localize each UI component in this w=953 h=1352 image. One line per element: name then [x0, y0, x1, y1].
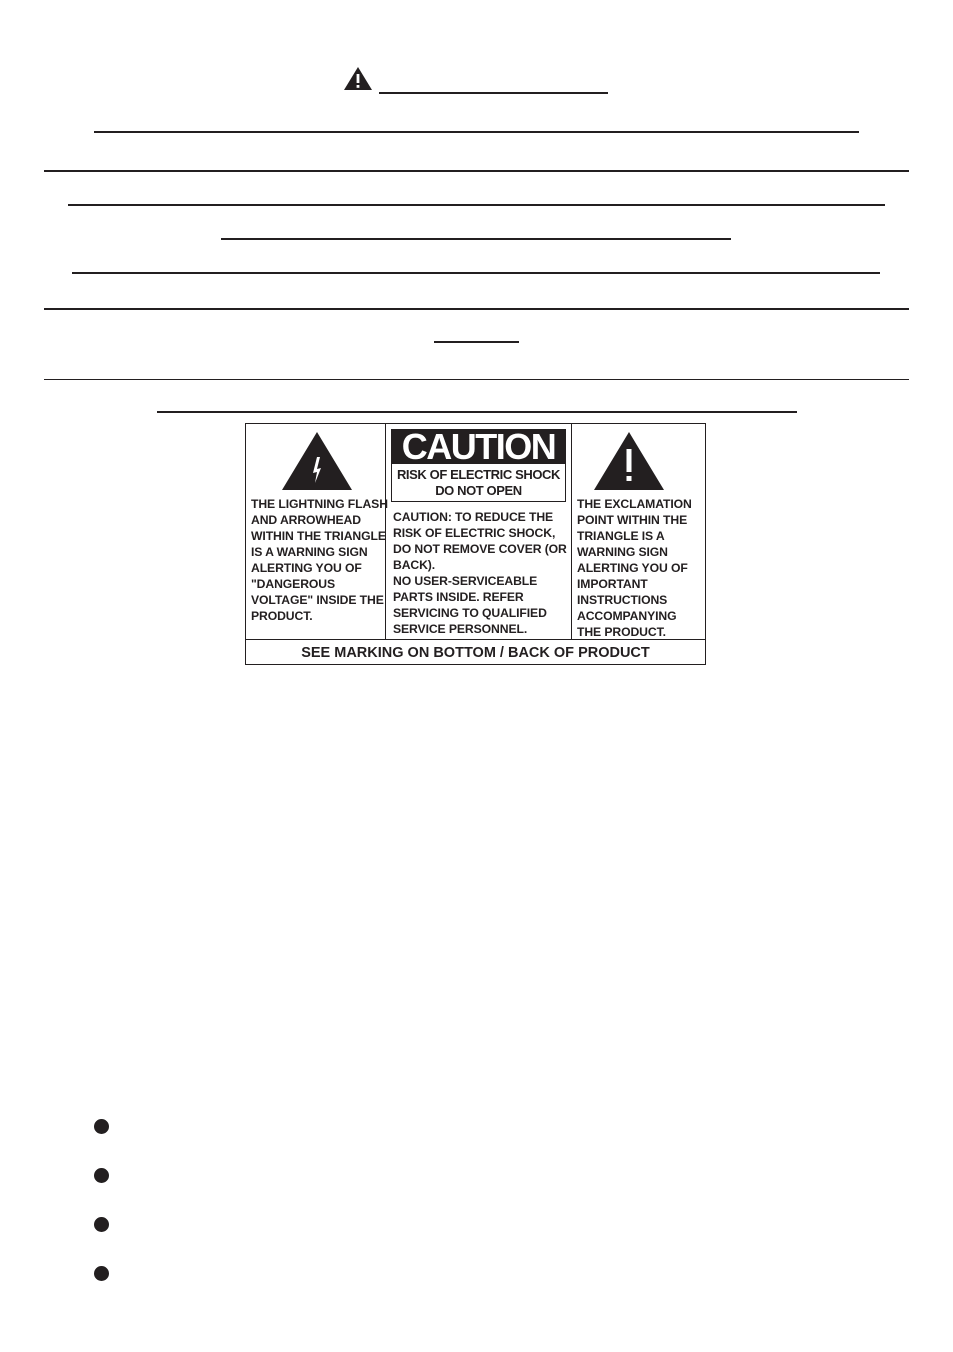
section-divider: [44, 379, 909, 380]
label-divider: [571, 424, 572, 639]
exclamation-triangle-icon: [593, 431, 665, 491]
text-line: [157, 411, 797, 413]
warning-triangle-icon: [343, 66, 373, 91]
text-line: [94, 131, 859, 133]
title-underline: [379, 92, 608, 94]
caution-heading: CAUTION: [391, 429, 566, 464]
bullet-dot-icon: [94, 1119, 109, 1134]
section-divider: [44, 170, 909, 172]
bullet-dot-icon: [94, 1168, 109, 1183]
caution-label: [245, 423, 706, 665]
text-line: [434, 341, 519, 343]
bullet-dot-icon: [94, 1217, 109, 1232]
text-line: [68, 204, 885, 206]
exclamation-explanation: THE EXCLAMATION POINT WITHIN THE TRIANGLE IS A WARNING SIGN ALERTING YOU OF IMPORTANT INSTRUCTIONS ACCOMPANYING THE PRODUCT.: [577, 497, 692, 639]
lightning-explanation: THE LIGHTNING FLASH AND ARROWHEAD WITHIN THE TRIANGLE IS A WARNING SIGN ALERTING YOU OF "DANGEROUS VOLTAGE" INSIDE THE PRODUCT.: [251, 497, 388, 623]
caution-instructions: CAUTION: TO REDUCE THE RISK OF ELECTRIC SHOCK, DO NOT REMOVE COVER (OR BACK). NO USER-SERVICEABLE PARTS INSIDE. REFER SERVICING TO QUALIFIED SERVICE PERSONNEL.: [393, 510, 567, 636]
text-line: [221, 238, 731, 240]
bullet-dot-icon: [94, 1266, 109, 1281]
text-line: [72, 272, 880, 274]
section-divider: [44, 308, 909, 310]
risk-warning: RISK OF ELECTRIC SHOCK DO NOT OPEN: [391, 464, 566, 502]
marking-note: SEE MARKING ON BOTTOM / BACK OF PRODUCT: [301, 645, 650, 661]
lightning-triangle-icon: [281, 431, 353, 491]
